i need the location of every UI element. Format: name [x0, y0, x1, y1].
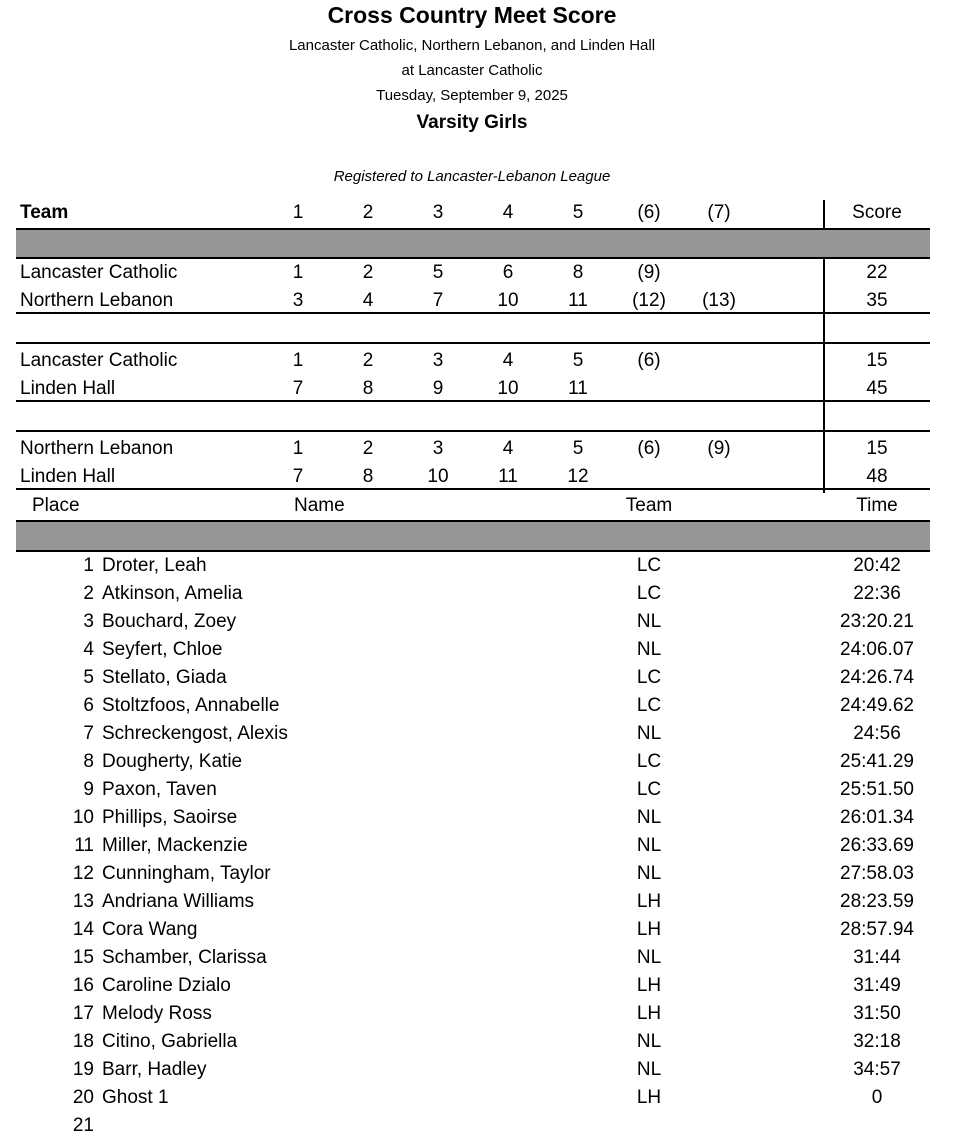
runner-place: 8 — [572, 262, 584, 283]
runner-place: 11 — [568, 290, 588, 311]
runner-place: (9) — [637, 262, 661, 283]
division-title: Varsity Girls — [416, 112, 528, 133]
runner-time: 0 — [871, 1087, 883, 1108]
column-header-runner-3: 3 — [432, 202, 444, 223]
runner-team: NL — [636, 639, 662, 660]
runner-time: 31:50 — [853, 1003, 901, 1024]
team-score: 15 — [866, 438, 888, 459]
team-name: Lancaster Catholic — [20, 350, 178, 371]
runner-place: (13) — [702, 290, 736, 311]
runner-team: NL — [636, 611, 662, 632]
header-shade-bar — [16, 522, 930, 550]
registration-note: Registered to Lancaster-Lebanon League — [333, 168, 611, 185]
runner-name: Barr, Hadley — [102, 1059, 207, 1080]
runner-place: 4 — [502, 438, 514, 459]
runner-time: 24:26.74 — [840, 667, 914, 688]
runner-place: 7 — [83, 723, 94, 744]
runner-place: (12) — [632, 290, 666, 311]
runner-name: Schreckengost, Alexis — [102, 723, 288, 744]
runner-name: Bouchard, Zoey — [102, 611, 237, 632]
divider — [16, 550, 930, 552]
runner-place: 4 — [362, 290, 374, 311]
runner-place: 2 — [362, 262, 374, 283]
runner-place: 1 — [292, 350, 304, 371]
runner-team: NL — [636, 863, 662, 884]
runner-place: 15 — [72, 947, 94, 968]
runner-team: LC — [636, 751, 662, 772]
divider — [16, 400, 930, 402]
runner-team: NL — [636, 807, 662, 828]
column-header-runner-4: 4 — [502, 202, 514, 223]
runner-place: 5 — [572, 438, 584, 459]
column-header-runner-6: (6) — [637, 202, 661, 223]
divider — [16, 257, 930, 259]
runner-name: Atkinson, Amelia — [102, 583, 243, 604]
runner-team: LC — [636, 583, 662, 604]
runner-place: 6 — [502, 262, 514, 283]
runner-place: (9) — [707, 438, 731, 459]
runner-place: 9 — [83, 779, 94, 800]
column-header-name: Name — [294, 495, 345, 516]
runner-team: LC — [636, 555, 662, 576]
runner-name: Miller, Mackenzie — [102, 835, 248, 856]
runner-place: 4 — [502, 350, 514, 371]
column-header-runner-5: 5 — [572, 202, 584, 223]
runner-team: LC — [636, 779, 662, 800]
runner-place: (6) — [637, 350, 661, 371]
divider — [16, 430, 930, 432]
runner-place: 6 — [83, 695, 94, 716]
runner-time: 20:42 — [853, 555, 901, 576]
team-score: 45 — [866, 378, 888, 399]
header-shade-bar — [16, 230, 930, 257]
runner-place: 3 — [83, 611, 94, 632]
meet-location: at Lancaster Catholic — [401, 62, 543, 79]
runner-place: 8 — [362, 378, 374, 399]
runner-team: NL — [636, 1031, 662, 1052]
runner-place: 1 — [292, 438, 304, 459]
runner-time: 28:23.59 — [840, 891, 914, 912]
team-score: 35 — [866, 290, 888, 311]
runner-team: LH — [636, 1087, 662, 1108]
runner-name: Droter, Leah — [102, 555, 207, 576]
team-name: Lancaster Catholic — [20, 262, 178, 283]
runner-name: Cunningham, Taylor — [102, 863, 271, 884]
runner-place: 3 — [432, 438, 444, 459]
runner-team: NL — [636, 835, 662, 856]
meet-date: Tuesday, September 9, 2025 — [376, 87, 568, 104]
runner-place: 9 — [432, 378, 444, 399]
runner-place: 7 — [432, 290, 444, 311]
runner-place: 7 — [292, 466, 304, 487]
runner-place: 5 — [572, 350, 584, 371]
runner-place: 11 — [498, 466, 518, 487]
runner-team: LH — [636, 919, 662, 940]
runner-name: Phillips, Saoirse — [102, 807, 238, 828]
runner-name: Stellato, Giada — [102, 667, 227, 688]
runner-time: 24:56 — [853, 723, 901, 744]
runner-time: 31:44 — [853, 947, 901, 968]
runner-name: Melody Ross — [102, 1003, 212, 1024]
runner-name: Ghost 1 — [102, 1087, 169, 1108]
runner-place: 4 — [83, 639, 94, 660]
divider — [16, 312, 930, 314]
runner-place: 8 — [83, 751, 94, 772]
runner-name: Citino, Gabriella — [102, 1031, 238, 1052]
runner-name: Seyfert, Chloe — [102, 639, 223, 660]
runner-place: 17 — [72, 1003, 94, 1024]
runner-place: 10 — [497, 378, 519, 399]
runner-place: 8 — [362, 466, 374, 487]
team-name: Linden Hall — [20, 378, 116, 399]
runner-place: 11 — [74, 835, 94, 856]
runner-time: 26:01.34 — [840, 807, 914, 828]
runner-team: LH — [636, 975, 662, 996]
runner-place: 11 — [568, 378, 588, 399]
runner-place: 18 — [72, 1031, 94, 1052]
runner-place: 16 — [72, 975, 94, 996]
team-name: Northern Lebanon — [20, 290, 174, 311]
runner-place: 7 — [292, 378, 304, 399]
runner-time: 25:51.50 — [840, 779, 914, 800]
column-header-runner-1: 1 — [292, 202, 304, 223]
team-score: 22 — [866, 262, 888, 283]
runner-team: NL — [636, 947, 662, 968]
runner-name: Dougherty, Katie — [102, 751, 243, 772]
runner-time: 24:49.62 — [840, 695, 914, 716]
runner-place: 12 — [567, 466, 589, 487]
divider — [16, 342, 930, 344]
team-score: 48 — [866, 466, 888, 487]
runner-time: 26:33.69 — [840, 835, 914, 856]
runner-name: Stoltzfoos, Annabelle — [102, 695, 280, 716]
runner-name: Cora Wang — [102, 919, 198, 940]
runner-time: 28:57.94 — [840, 919, 914, 940]
runner-time: 32:18 — [853, 1031, 901, 1052]
runner-place: 19 — [72, 1059, 94, 1080]
runner-name: Caroline Dzialo — [102, 975, 231, 996]
runner-place: 5 — [432, 262, 444, 283]
runner-team: NL — [636, 723, 662, 744]
runner-time: 24:06.07 — [840, 639, 914, 660]
runner-place: 3 — [432, 350, 444, 371]
runner-place: 2 — [362, 438, 374, 459]
runner-name: Schamber, Clarissa — [102, 947, 267, 968]
runner-time: 23:20.21 — [840, 611, 914, 632]
runner-team: NL — [636, 1059, 662, 1080]
runner-team: LC — [636, 695, 662, 716]
column-header-score: Score — [852, 202, 902, 223]
runner-place: 10 — [497, 290, 519, 311]
runner-place: 3 — [292, 290, 304, 311]
runner-time: 31:49 — [853, 975, 901, 996]
runner-place: 1 — [83, 555, 94, 576]
divider — [16, 488, 930, 490]
column-header-place: Place — [32, 495, 80, 516]
runner-name: Andriana Williams — [102, 891, 255, 912]
team-name: Northern Lebanon — [20, 438, 174, 459]
runner-time: 27:58.03 — [840, 863, 914, 884]
column-header-team: Team — [20, 202, 69, 223]
runner-team: LH — [636, 1003, 662, 1024]
column-header-runner-2: 2 — [362, 202, 374, 223]
team-score: 15 — [866, 350, 888, 371]
column-header-team: Team — [625, 495, 673, 516]
runner-place: 2 — [362, 350, 374, 371]
runner-time: 22:36 — [853, 583, 901, 604]
runner-team: LC — [636, 667, 662, 688]
runner-place: 20 — [72, 1087, 94, 1108]
page-title: Cross Country Meet Score — [327, 2, 617, 28]
runner-time: 34:57 — [853, 1059, 901, 1080]
runner-place: 1 — [292, 262, 304, 283]
runner-place: 14 — [72, 919, 94, 940]
runner-place: 21 — [72, 1115, 94, 1136]
team-name: Linden Hall — [20, 466, 116, 487]
runner-place: 2 — [83, 583, 94, 604]
runner-time: 25:41.29 — [840, 751, 914, 772]
runner-place: 12 — [72, 863, 94, 884]
runner-name: Paxon, Taven — [102, 779, 217, 800]
runner-place: 10 — [427, 466, 449, 487]
runner-place: 10 — [72, 807, 94, 828]
runner-place: (6) — [637, 438, 661, 459]
runner-place: 5 — [83, 667, 94, 688]
column-header-time: Time — [856, 495, 898, 516]
runner-place: 13 — [72, 891, 94, 912]
runner-team: LH — [636, 891, 662, 912]
meet-teams: Lancaster Catholic, Northern Lebanon, and Linden Hall — [288, 37, 656, 54]
column-header-runner-7: (7) — [707, 202, 731, 223]
